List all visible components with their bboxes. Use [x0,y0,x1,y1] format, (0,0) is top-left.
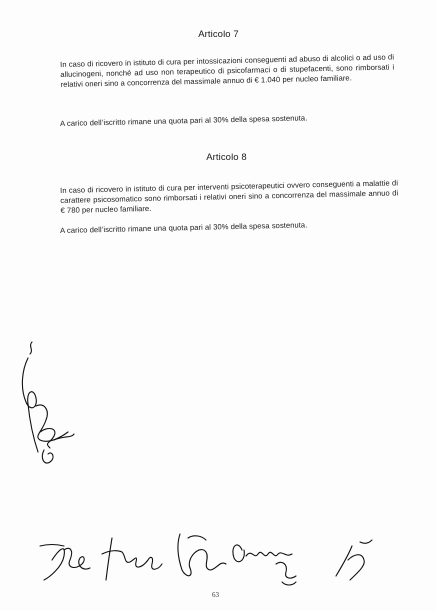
bottom-signatures-image [30,520,400,600]
page-number: 63 [212,591,219,599]
article-8-paragraph-1: In caso di ricovero in istituto di cura per interventi psicoterapeutici ovvero conseguenti a malattie di carattere psicosomatico sono rimborsati i relativi oneri sino a concorrenza del massimale annuo di € 780 per nucleo familiare. [60,178,399,216]
article-7-paragraph-1: In caso di ricovero in istituto di cura per intossicazioni conseguenti ad abuso di alcolici o ad uso di allucinogeni, nonché ad uso non terapeutico di psicofarmaci o di stupefacenti, sono rimborsati i relativi oneri sino a concorrenza del massimale annuo di € 1.040 per nucleo familiare. [60,52,395,90]
margin-signature-image [14,340,84,490]
article-8-title: Articolo 8 [206,152,247,163]
article-7-title: Articolo 7 [198,29,239,40]
article-8-paragraph-2: A carico dell’iscritto rimane una quota pari al 30% della spesa sostenuta. [60,220,308,235]
article-7-paragraph-2: A carico dell’iscritto rimane una quota pari al 30% della spesa sostenuta. [60,113,308,128]
